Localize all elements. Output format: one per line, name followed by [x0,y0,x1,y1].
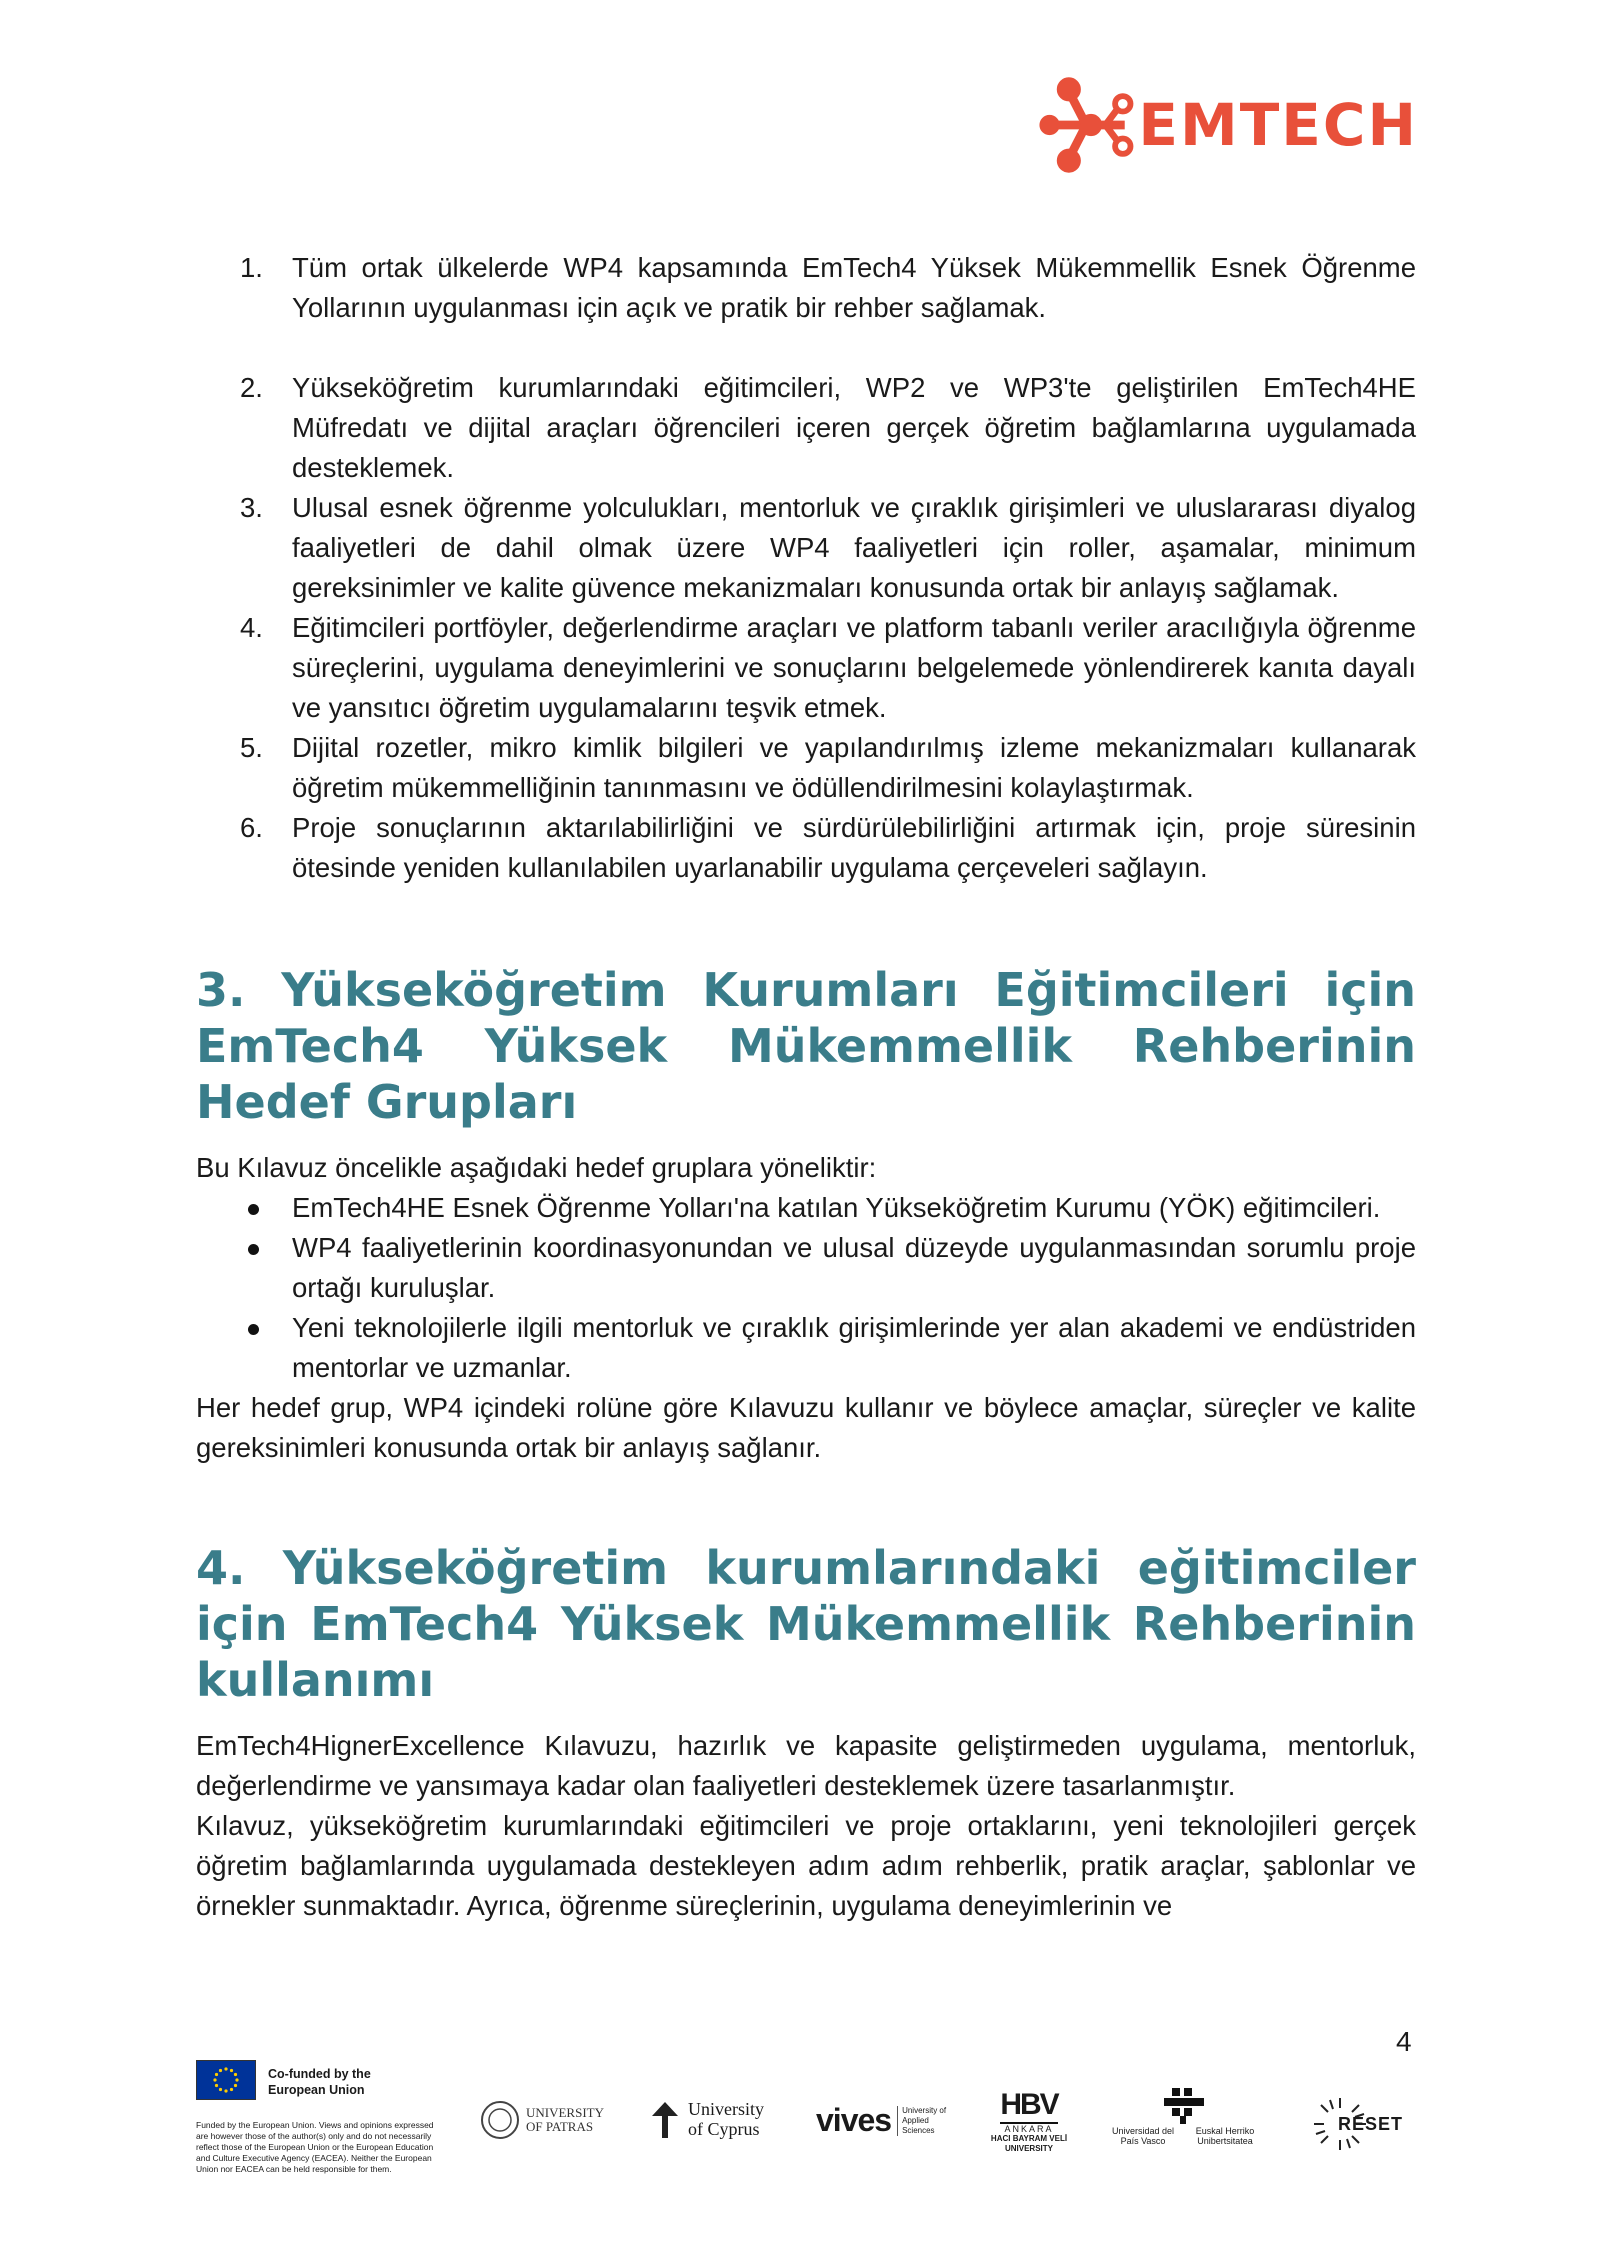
list-item [196,808,1416,888]
section-4-heading: 4. Yükseköğretim kurumlarındaki eğitimciler için EmTech4 Yüksek Mükemmellik Rehberinin kullanımı [196,1541,1416,1707]
patras-name: UNIVERSITY OF PATRAS [526,2105,604,2134]
list-number: 1. [240,252,263,283]
eu-cofunded-label: Co-funded by the European Union [268,2067,371,2097]
list-item [196,1188,1416,1228]
reset-wordmark: RESET [1338,2113,1404,2134]
upv-ehu-logo [1108,2086,1260,2146]
hbv-logo [984,2088,1074,2154]
upv-ehu-emblem-icon [1154,2086,1214,2126]
list-item [196,488,1416,608]
list-item-text: Dijital rozetler, mikro kimlik bilgileri ve yapılandırılmış izleme mekanizmaları kullanarak öğretim mükemmelliğinin tanınmasını ve ödüllendirilmesini kolaylaştırmak. [292,732,1416,803]
section-4-paragraph-2: Kılavuz, yükseköğretim kurumlarındaki eğitimcileri ve proje ortaklarını, yeni teknolojileri gerçek öğretim bağlamlarında uygulamada destekleyen adım adım rehberlik, pratik araçlar, şablonlar ve örnekler sunmaktadır. Ayrıca, öğrenme süreçlerinin, uygulama deneyimlerinin ve [196,1810,1416,1921]
section-3-outro: Her hedef grup, WP4 içindeki rolüne göre Kılavuzu kullanır ve böylece amaçlar, süreçler ve kalite gereksinimleri konusunda ortak bir anlayış sağlanır. [196,1392,1416,1463]
list-item-text: Tüm ortak ülkelerde WP4 kapsamında EmTech4 Yüksek Mükemmellik Esnek Öğrenme Yollarının uygulanması için açık ve pratik bir rehber sağlamak. [292,252,1416,323]
list-number: 6. [240,812,263,843]
section-4-paragraph-1: EmTech4HignerExcellence Kılavuzu, hazırlık ve kapasite geliştirmeden uygulama, mentorluk, değerlendirme ve yansımaya kadar olan faaliyetleri desteklemek üzere tasarlanmıştır. [196,1730,1416,1801]
emtech-molecule-icon [1038,70,1134,180]
section-3-intro: Bu Kılavuz öncelikle aşağıdaki hedef gruplara yöneliktir: [196,1152,877,1183]
hbv-name: HACI BAYRAM VELİ UNIVERSITY [990,2134,1068,2153]
reset-logo [1312,2096,1403,2152]
list-number: 3. [240,492,263,523]
section-3-heading: 3. Yükseköğretim Kurumları Eğitimcileri için EmTech4 Yüksek Mükemmellik Rehberinin Hedef Grupları [196,963,1416,1129]
list-number: 2. [240,372,263,403]
list-item [196,1228,1416,1308]
patras-logo [480,2100,621,2140]
patras-seal-icon [480,2100,520,2140]
list-item-text: Yükseköğretim kurumlarındaki eğitimcileri, WP2 ve WP3'te geliştirilen EmTech4HE Müfredatı ve dijital araçları öğrencileri içeren gerçek öğretim bağlamlarına uygulamada desteklemek. [292,372,1416,483]
footer [196,2060,1420,2230]
upv-spanish-name: Universidad del País Vasco [1111,2126,1175,2146]
eu-flag-icon [196,2060,256,2100]
page-number: 4 [1396,2026,1412,2057]
list-item [196,368,1416,488]
bullet-icon [248,1324,259,1335]
upv-basque-name: Euskal Herriko Unibertsitatea [1195,2126,1255,2146]
hbv-city: ANKARA [1004,2124,1054,2134]
bullet-icon [248,1244,259,1255]
vives-wordmark: vives [816,2102,892,2138]
list-item-text: Yeni teknolojilerle ilgili mentorluk ve çıraklık girişimlerinde yer alan akademi ve endüstriden mentorlar ve uzmanlar. [292,1312,1416,1383]
list-item-text: Eğitimcileri portföyler, değerlendirme araçları ve platform tabanlı veriler aracılığıyla öğrenme süreçlerini, uygulama deneyimlerini ve sonuçlarını belgelemede yönlendirerek kanıta dayalı ve yansıtıcı öğretim uygulamalarını teşvik etmek. [292,612,1416,723]
target-groups-list [196,1188,1416,1388]
list-number: 5. [240,732,263,763]
vives-logo [816,2102,952,2139]
vives-subtitle: University of Applied Sciences [897,2106,952,2136]
list-number: 4. [240,612,263,643]
list-item [196,608,1416,728]
list-item-text: Proje sonuçlarının aktarılabilirliğini ve sürdürülebilirliğini artırmak için, proje süresinin ötesinde yeniden kullanılabilen uyarlanabilir uygulama çerçeveleri sağlayın. [292,812,1416,883]
objectives-list [196,248,1416,888]
list-item [196,1308,1416,1388]
bullet-icon [248,1204,259,1215]
cyprus-tree-icon [648,2098,682,2140]
document-body [196,248,1416,1926]
hbv-mark: HBV [1000,2088,1057,2124]
emtech-logo [1038,70,1418,180]
list-item-text: WP4 faaliyetlerinin koordinasyonundan ve ulusal düzeyde uygulanmasından sorumlu proje ortağı kuruluşlar. [292,1232,1416,1303]
list-item-text: Ulusal esnek öğrenme yolculukları, mentorluk ve çıraklık girişimleri ve uluslararası diyalog faaliyetleri de dahil olmak üzere WP4 faaliyetleri için roller, aşamalar, minimum gereksinimler ve kalite güvence mekanizmaları konusunda ortak bir anlayış sağlamak. [292,492,1416,603]
cyprus-name-line-2: of Cyprus [688,2119,760,2139]
eu-disclaimer: Funded by the European Union. Views and opinions expressed are however those of the author(s) only and do not necessarily reflect those of the European Union or the European Education and Culture Executive Agency (EACEA). Neither the European Union nor EACEA can be held responsible for them. [196,2120,434,2174]
cyprus-logo [648,2098,764,2140]
list-item [196,728,1416,808]
cyprus-name-line-1: University [688,2099,764,2119]
list-item [196,248,1416,328]
brand-name: EMTECH [1138,91,1418,159]
list-item-text: EmTech4HE Esnek Öğrenme Yolları'na katılan Yükseköğretim Kurumu (YÖK) eğitimcileri. [292,1192,1381,1223]
